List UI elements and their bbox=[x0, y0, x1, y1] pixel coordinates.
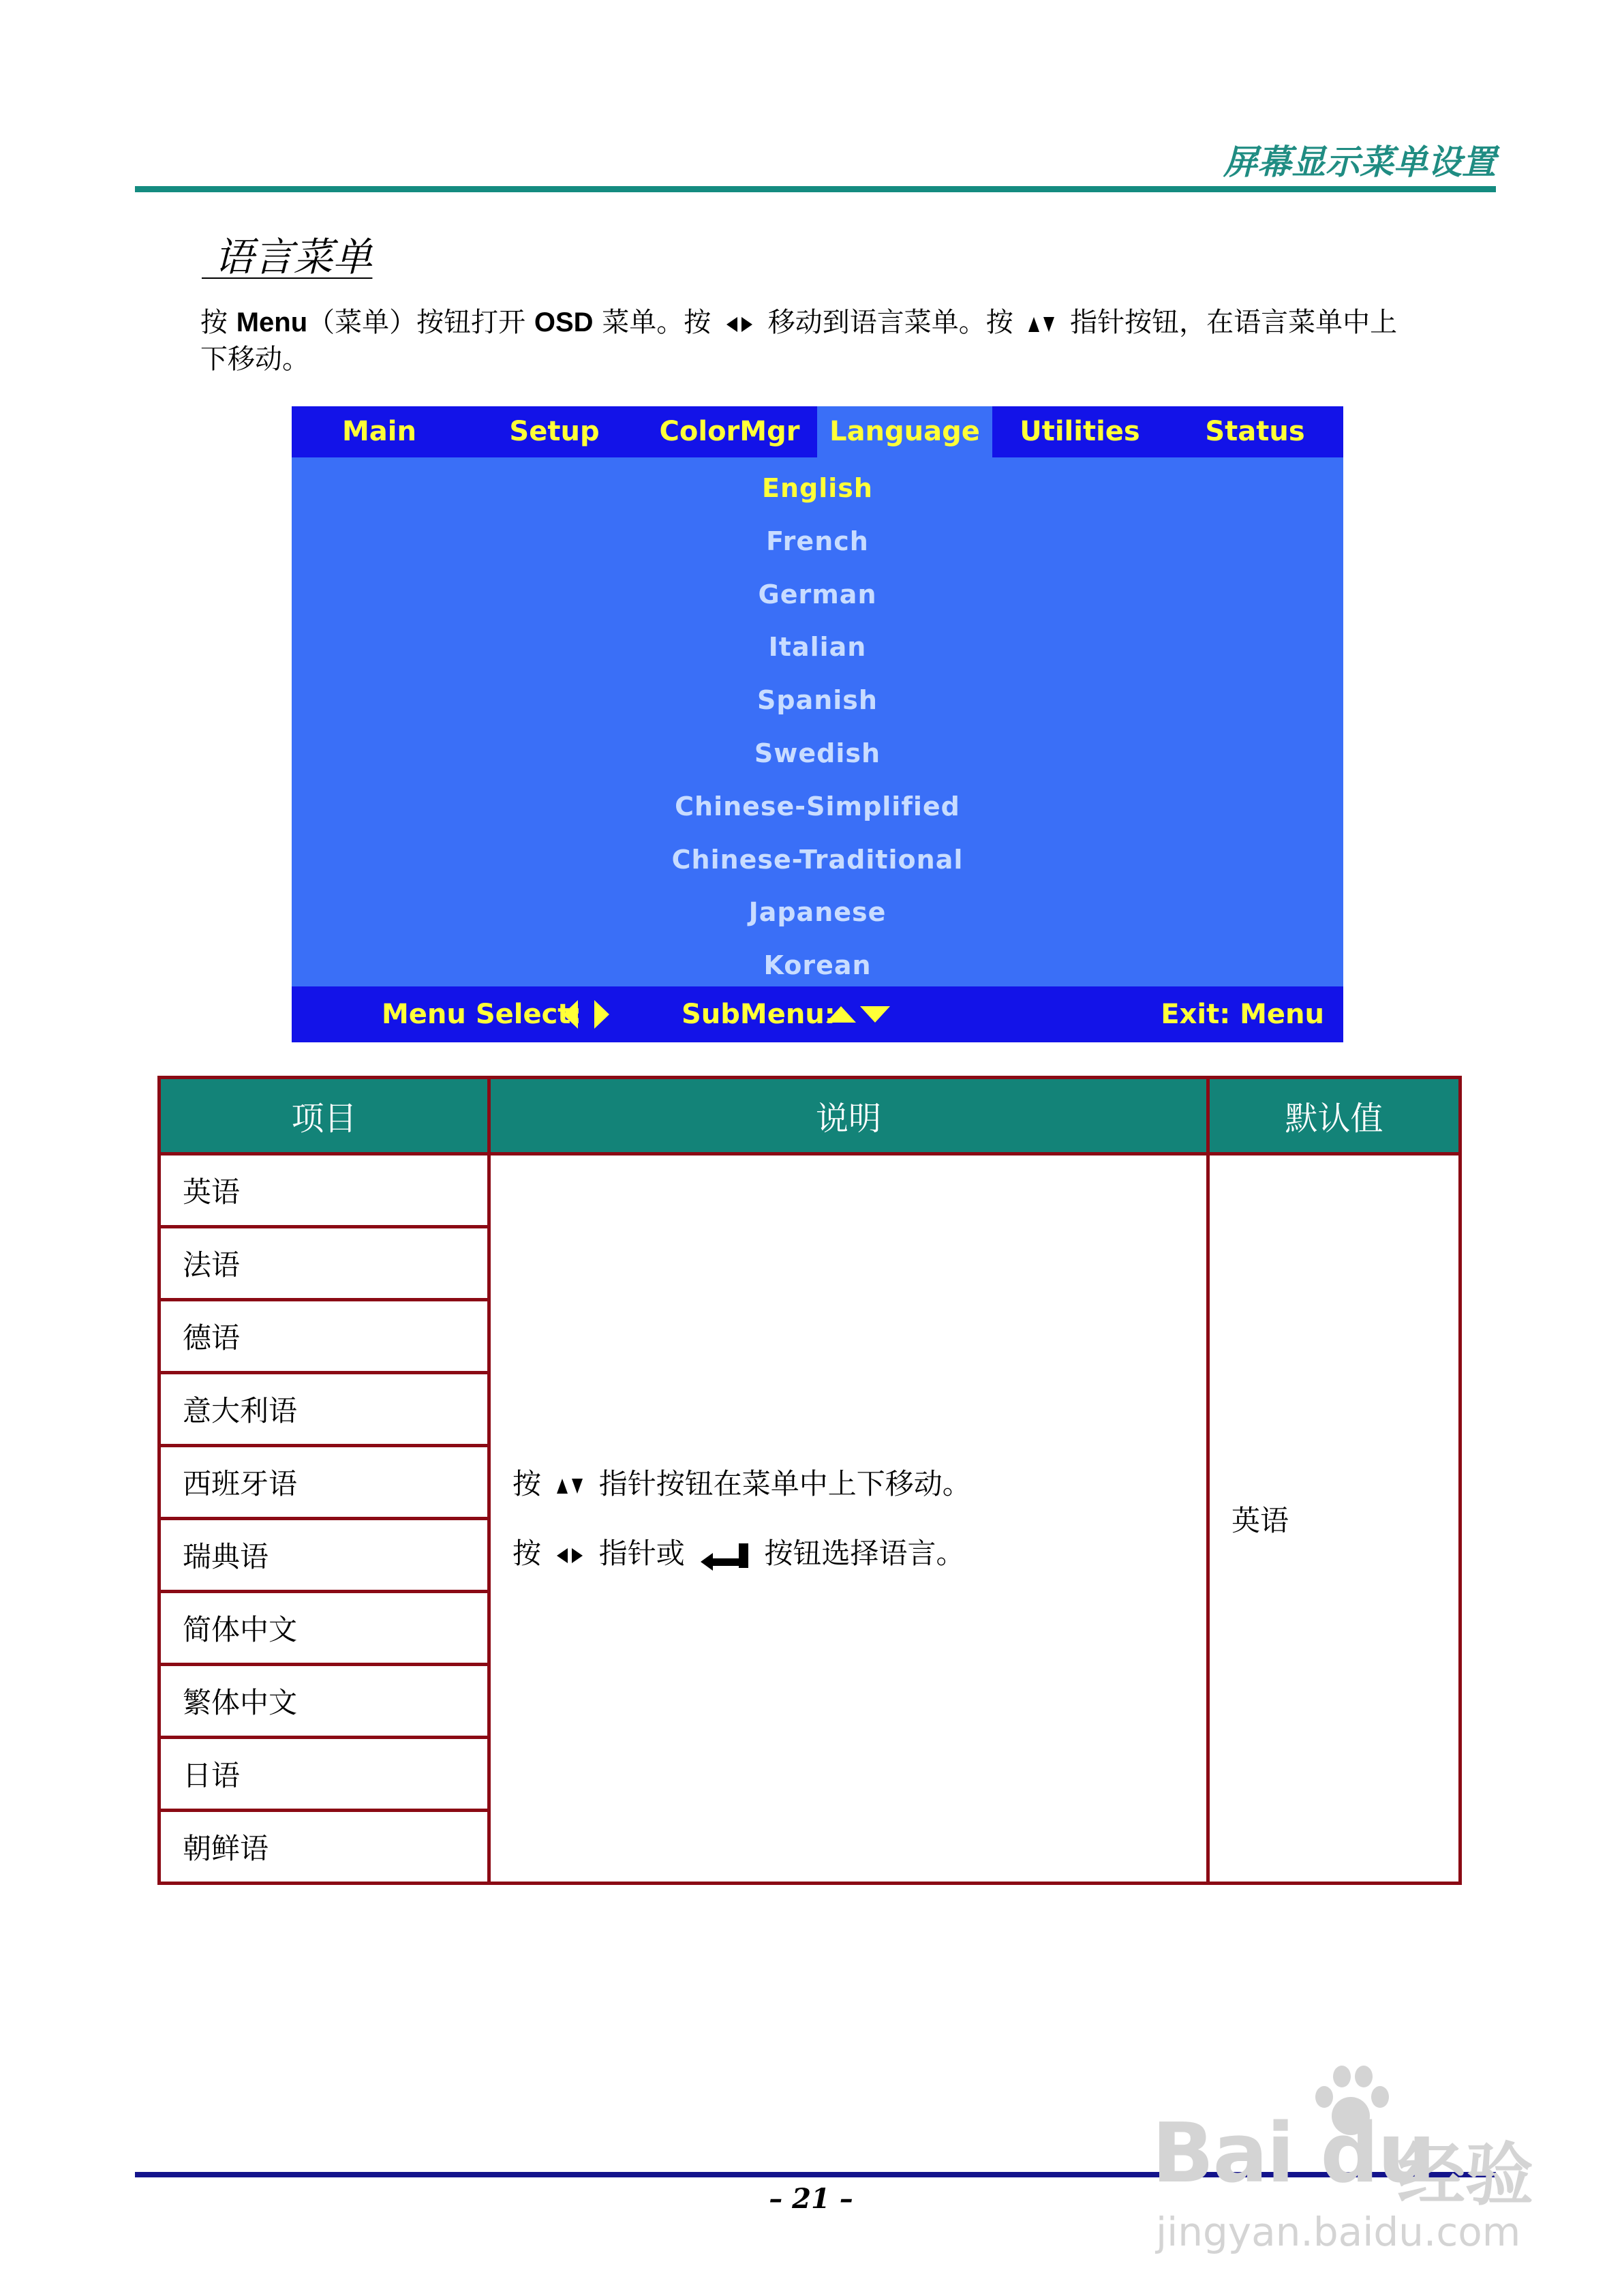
enter-key-icon bbox=[701, 1543, 748, 1568]
tab-status[interactable]: Status bbox=[1205, 416, 1305, 447]
item-swedish: 瑞典语 bbox=[159, 1519, 489, 1592]
item-german: 德语 bbox=[159, 1300, 489, 1373]
desc-text: 按 bbox=[512, 1466, 542, 1500]
language-option-chinese-simplified[interactable]: Chinese-Simplified bbox=[675, 791, 960, 821]
watermark-cn-text: 经验 bbox=[1397, 2134, 1533, 2215]
item-english: 英语 bbox=[159, 1154, 489, 1227]
description-line-1 bbox=[512, 1466, 1206, 1502]
header-default: 默认值 bbox=[1208, 1078, 1460, 1154]
language-option-french[interactable]: French bbox=[766, 526, 869, 556]
up-down-arrows-icon bbox=[557, 1479, 583, 1494]
header-item: 项目 bbox=[159, 1078, 489, 1154]
language-settings-table bbox=[157, 1076, 1462, 1885]
intro-text: 移动到语言菜单。按 bbox=[767, 307, 1013, 338]
item-chinese-traditional: 繁体中文 bbox=[159, 1665, 489, 1738]
item-korean: 朝鲜语 bbox=[159, 1811, 489, 1884]
intro-menu-keyword: Menu bbox=[236, 307, 308, 337]
language-option-japanese[interactable]: Japanese bbox=[748, 897, 887, 928]
intro-text: 指针按钮，在语言菜单中上 bbox=[1070, 307, 1398, 338]
left-right-arrows-icon bbox=[557, 1548, 583, 1563]
desc-text: 指针或 bbox=[598, 1536, 685, 1570]
yellow-down-arrow-icon bbox=[860, 1006, 890, 1023]
item-italian: 意大利语 bbox=[159, 1373, 489, 1446]
intro-text: 下移动。 bbox=[200, 344, 309, 375]
intro-text: （菜单）按钮打开 bbox=[307, 307, 534, 338]
language-option-spanish[interactable]: Spanish bbox=[757, 685, 878, 716]
description-line-2 bbox=[512, 1535, 1206, 1572]
header-description: 说明 bbox=[489, 1078, 1208, 1154]
tab-language[interactable]: Language bbox=[817, 406, 992, 457]
osd-tab-bar bbox=[292, 406, 1343, 457]
osd-language-menu bbox=[292, 406, 1343, 1042]
yellow-right-arrow-icon bbox=[594, 1000, 609, 1029]
intro-osd-keyword: OSD bbox=[534, 307, 594, 337]
language-option-english[interactable]: English bbox=[762, 473, 873, 503]
running-header: 屏幕显示菜单设置 bbox=[1223, 142, 1496, 182]
tab-main[interactable]: Main bbox=[342, 416, 416, 447]
osd-language-list bbox=[292, 462, 1343, 993]
tab-setup[interactable]: Setup bbox=[509, 416, 600, 447]
default-value-cell: 英语 bbox=[1208, 1154, 1460, 1884]
tab-utilities[interactable]: Utilities bbox=[1020, 416, 1140, 447]
watermark-url: jingyan.baidu.com bbox=[1156, 2209, 1521, 2255]
language-option-korean[interactable]: Korean bbox=[763, 950, 872, 981]
table-header-row bbox=[159, 1078, 1460, 1154]
desc-text: 按 bbox=[512, 1536, 542, 1570]
language-option-swedish[interactable]: Swedish bbox=[754, 738, 881, 768]
osd-footer-bar bbox=[292, 986, 1343, 1042]
page-number: – 21 – bbox=[769, 2183, 853, 2215]
language-option-chinese-traditional[interactable]: Chinese-Traditional bbox=[671, 844, 964, 875]
description-cell bbox=[489, 1154, 1208, 1884]
language-option-german[interactable]: German bbox=[758, 579, 877, 609]
desc-text: 按钮选择语言。 bbox=[764, 1536, 965, 1570]
table-row bbox=[159, 1154, 1460, 1227]
submenu-label: SubMenu: bbox=[682, 999, 836, 1030]
item-chinese-simplified: 简体中文 bbox=[159, 1592, 489, 1665]
item-japanese: 日语 bbox=[159, 1738, 489, 1811]
tab-colormgr[interactable]: ColorMgr bbox=[659, 416, 800, 447]
exit-menu-label: Exit: Menu bbox=[1161, 999, 1324, 1030]
up-down-arrows-icon bbox=[1028, 317, 1054, 332]
baidu-jingyan-watermark bbox=[1152, 2059, 1533, 2263]
item-spanish: 西班牙语 bbox=[159, 1446, 489, 1519]
language-option-italian[interactable]: Italian bbox=[768, 632, 867, 663]
menu-select-label: Menu Select: bbox=[382, 999, 582, 1030]
watermark-logo-text: Bai du bbox=[1152, 2106, 1435, 2201]
header-rule bbox=[135, 186, 1496, 192]
desc-text: 指针按钮在菜单中上下移动。 bbox=[598, 1466, 971, 1500]
intro-text: 菜单。按 bbox=[593, 307, 711, 338]
left-right-arrows-icon bbox=[726, 317, 752, 332]
yellow-up-arrow-icon bbox=[826, 1006, 856, 1023]
intro-text: 按 bbox=[200, 307, 236, 338]
intro-paragraph bbox=[200, 304, 1482, 378]
yellow-left-arrow-icon bbox=[563, 1000, 578, 1029]
item-french: 法语 bbox=[159, 1227, 489, 1300]
section-title: 语言菜单 bbox=[202, 234, 373, 280]
